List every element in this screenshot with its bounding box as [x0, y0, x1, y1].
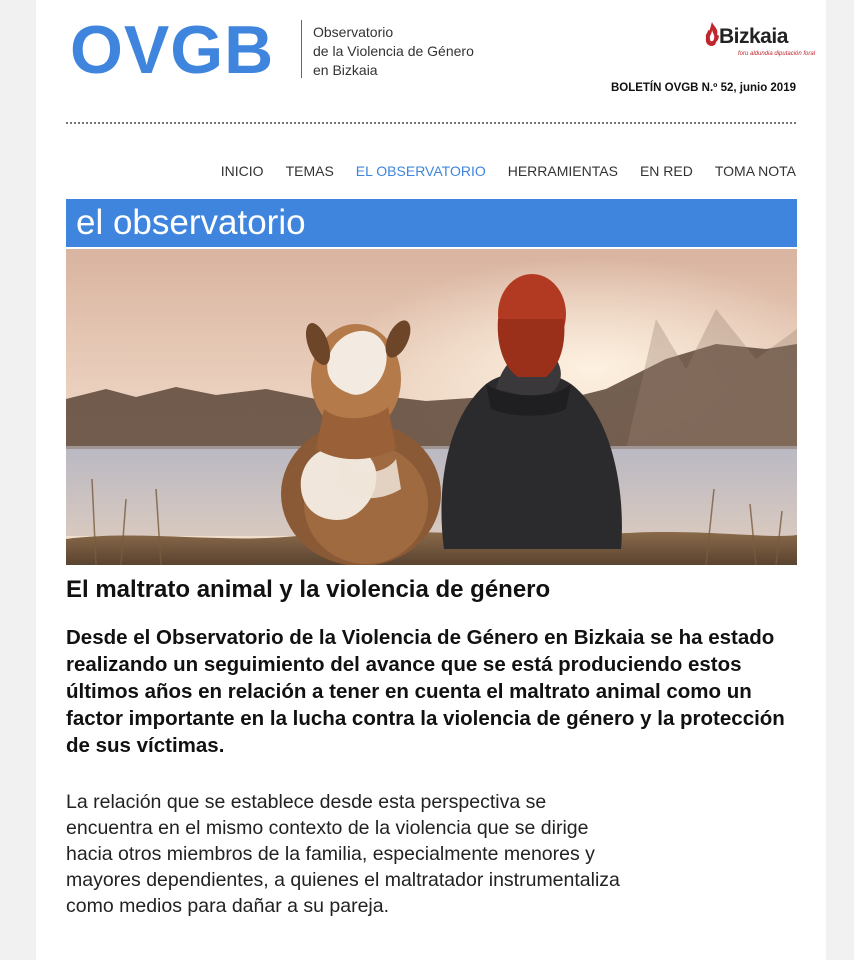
bizkaia-name: Bizkaia — [719, 25, 788, 48]
bulletin-number: BOLETÍN OVGB N.º 52, junio 2019 — [610, 82, 796, 94]
nav-item-inicio[interactable]: INICIO — [220, 163, 264, 179]
hero-image[interactable] — [66, 249, 797, 565]
logo-subtitle-line: Observatorio — [313, 24, 394, 40]
main-nav — [199, 163, 796, 179]
logo-subtitle — [313, 23, 474, 80]
article-title: El maltrato animal y la violencia de género — [66, 576, 551, 603]
article-body: La relación que se establece desde esta perspectiva se encuentra en el mismo contexto de la violencia que se dirige hacia otros miembros de la familia, especialmente menores y mayores dependientes, a quienes el maltratador instrumentaliza como medios para dañar a su pareja. — [66, 791, 620, 917]
nav-item-temas[interactable]: TEMAS — [285, 163, 334, 179]
nav-item-en-red[interactable]: EN RED — [639, 163, 693, 179]
nav-item-toma-nota[interactable]: TOMA NOTA — [714, 163, 796, 179]
article-lead: Desde el Observatorio de la Violencia de Género en Bizkaia se ha estado realizando un seguimiento del avance que se está produciendo estos últimos años en relación a tener en cuenta el maltrato animal como un factor importante en la lucha contra la violencia de género y la protección de sus víctimas. — [66, 626, 785, 757]
logo-divider — [301, 20, 302, 78]
section-header — [66, 199, 797, 247]
section-title: el observatorio — [76, 203, 306, 242]
bizkaia-flame-icon — [704, 22, 720, 46]
logo-subtitle-line: en Bizkaia — [313, 62, 378, 78]
nav-item-herramientas[interactable]: HERRAMIENTAS — [507, 163, 618, 179]
logo-subtitle-line: de la Violencia de Género — [313, 43, 474, 59]
nav-item-el-observatorio[interactable]: EL OBSERVATORIO — [355, 163, 486, 179]
bizkaia-tagline: foru aldundia diputación foral — [738, 51, 816, 57]
bizkaia-logo[interactable] — [704, 20, 816, 68]
ovgb-logo[interactable]: OVGB — [70, 12, 275, 88]
dog-and-woman-photo — [66, 249, 797, 565]
header-divider — [66, 122, 796, 124]
newsletter-page — [36, 0, 826, 960]
